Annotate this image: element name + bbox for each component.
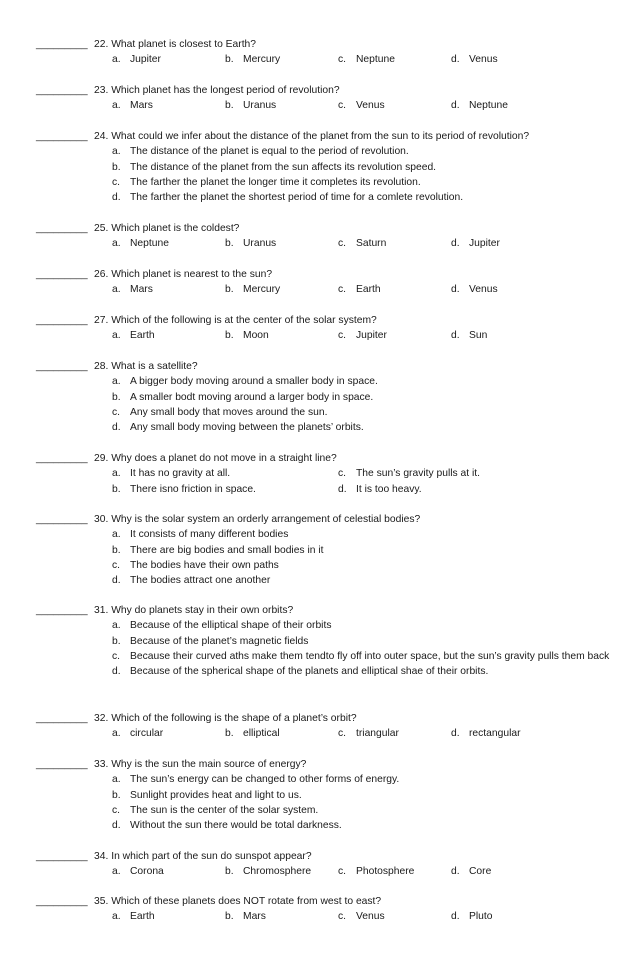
answer-option xyxy=(225,236,338,251)
answer-option xyxy=(112,144,632,159)
option-letter: c. xyxy=(112,650,121,662)
question-prompt: What could we infer about the distance of the planet from the sun to its period of revolution? xyxy=(111,131,530,142)
options-row xyxy=(36,864,632,879)
question-prompt: Which of the following is the shape of a planet’s orbit? xyxy=(111,713,357,724)
option-letter: d. xyxy=(338,483,347,495)
option-letter: a. xyxy=(112,54,121,66)
answer-blank: _________ xyxy=(36,361,88,372)
question-number: 22. xyxy=(94,39,109,50)
answer-option xyxy=(112,726,225,741)
answer-blank: _________ xyxy=(36,223,88,234)
option-letter: a. xyxy=(112,330,121,342)
option-text: Because their curved aths make them tendto fly off into outer space, but the sun’s gravity pulls them back xyxy=(130,650,610,662)
answer-option xyxy=(338,52,451,67)
option-letter: b. xyxy=(225,284,234,296)
question-text xyxy=(94,894,381,909)
question-item xyxy=(36,757,632,833)
option-text: Because of the spherical shape of the planets and elliptical shae of their orbits. xyxy=(130,666,489,678)
option-letter: a. xyxy=(112,529,121,541)
option-letter: a. xyxy=(112,774,121,786)
option-text: Jupiter xyxy=(469,238,500,250)
question-line xyxy=(36,451,632,466)
answer-option xyxy=(338,236,451,251)
answer-blank: _________ xyxy=(36,269,88,280)
option-text: Mars xyxy=(243,911,266,923)
answer-option xyxy=(112,618,632,633)
option-letter: b. xyxy=(225,866,234,878)
option-text: The distance of the planet from the sun affects its revolution speed. xyxy=(130,161,437,173)
options-row xyxy=(36,282,632,297)
options-row xyxy=(36,482,632,497)
answer-option xyxy=(112,175,632,190)
option-text: Jupiter xyxy=(356,330,387,342)
answer-option xyxy=(225,98,338,113)
question-item xyxy=(36,603,632,679)
option-letter: a. xyxy=(112,468,121,480)
options-row xyxy=(36,466,632,481)
question-item xyxy=(36,849,632,880)
question-number: 27. xyxy=(94,315,109,326)
question-item xyxy=(36,894,632,925)
option-text: It is too heavy. xyxy=(356,483,422,495)
option-letter: a. xyxy=(112,866,121,878)
option-text: It consists of many different bodies xyxy=(130,529,289,541)
question-item xyxy=(36,359,632,435)
option-text: The farther the planet the shortest period of time for a comlete revolution. xyxy=(130,192,464,204)
question-line xyxy=(36,267,632,282)
answer-option xyxy=(112,649,632,664)
answer-option xyxy=(112,818,632,833)
option-letter: b. xyxy=(225,100,234,112)
option-letter: c. xyxy=(338,100,347,112)
option-letter: b. xyxy=(112,544,121,556)
question-line xyxy=(36,512,632,527)
option-letter: b. xyxy=(112,161,121,173)
option-text: Venus xyxy=(356,100,385,112)
option-text: Because of the elliptical shape of their orbits xyxy=(130,620,332,632)
question-line xyxy=(36,894,632,909)
question-prompt: What is a satellite? xyxy=(111,361,198,372)
option-letter: a. xyxy=(112,100,121,112)
question-text xyxy=(94,129,529,144)
answer-option xyxy=(451,282,498,297)
option-letter: b. xyxy=(112,635,121,647)
answer-option xyxy=(112,390,632,405)
question-line xyxy=(36,83,632,98)
answer-option xyxy=(338,909,451,924)
option-letter: d. xyxy=(112,422,121,434)
answer-option xyxy=(451,726,521,741)
question-line xyxy=(36,313,632,328)
answer-option xyxy=(338,282,451,297)
answer-blank: _________ xyxy=(36,85,88,96)
question-number: 23. xyxy=(94,85,109,96)
question-number: 30. xyxy=(94,514,109,525)
option-letter: d. xyxy=(451,238,460,250)
answer-option xyxy=(451,909,492,924)
option-letter: b. xyxy=(112,789,121,801)
answer-option xyxy=(112,160,632,175)
option-letter: c. xyxy=(338,54,347,66)
question-text xyxy=(94,757,306,772)
answer-blank: _________ xyxy=(36,759,88,770)
option-letter: b. xyxy=(225,728,234,740)
option-letter: c. xyxy=(338,468,347,480)
option-letter: b. xyxy=(225,911,234,923)
option-letter: b. xyxy=(225,238,234,250)
option-text: Chromosphere xyxy=(243,866,312,878)
option-text: There isno friction in space. xyxy=(130,483,256,495)
answer-option xyxy=(112,282,225,297)
answer-option xyxy=(338,726,451,741)
option-text: Neptune xyxy=(469,100,508,112)
option-text: Mars xyxy=(130,284,153,296)
answer-option xyxy=(112,788,632,803)
question-text xyxy=(94,83,340,98)
question-prompt: Why is the sun the main source of energy? xyxy=(111,759,307,770)
option-letter: c. xyxy=(338,330,347,342)
question-text xyxy=(94,267,272,282)
question-number: 34. xyxy=(94,851,109,862)
option-text: Corona xyxy=(130,866,164,878)
answer-blank: _________ xyxy=(36,131,88,142)
answer-blank: _________ xyxy=(36,453,88,464)
question-item xyxy=(36,83,632,114)
question-prompt: In which part of the sun do sunspot appear? xyxy=(111,851,312,862)
option-text: Uranus xyxy=(243,238,277,250)
option-letter: d. xyxy=(451,911,460,923)
option-text: Venus xyxy=(469,284,498,296)
question-number: 29. xyxy=(94,453,109,464)
option-text: Uranus xyxy=(243,100,277,112)
question-line xyxy=(36,37,632,52)
answer-option xyxy=(112,864,225,879)
options-row xyxy=(36,726,632,741)
option-text: The distance of the planet is equal to the period of revolution. xyxy=(130,146,409,158)
answer-option xyxy=(225,282,338,297)
question-number: 31. xyxy=(94,605,109,616)
option-text: rectangular xyxy=(469,728,521,740)
option-text: The sun is the center of the solar system. xyxy=(130,804,319,816)
question-number: 33. xyxy=(94,759,109,770)
option-letter: c. xyxy=(338,728,347,740)
answer-option xyxy=(112,543,632,558)
answer-option xyxy=(112,527,632,542)
option-text: The sun’s gravity pulls at it. xyxy=(356,468,481,480)
option-letter: d. xyxy=(451,866,460,878)
answer-option xyxy=(112,558,632,573)
option-letter: d. xyxy=(112,666,121,678)
question-line xyxy=(36,603,632,618)
option-text: Pluto xyxy=(469,911,493,923)
option-text: Any small body that moves around the sun. xyxy=(130,406,328,418)
question-prompt: Why is the solar system an orderly arrangement of celestial bodies? xyxy=(111,514,421,525)
answer-option xyxy=(112,466,338,481)
option-letter: c. xyxy=(112,804,121,816)
question-text xyxy=(94,451,337,466)
answer-option xyxy=(225,909,338,924)
question-prompt: Which of the following is at the center of the solar system? xyxy=(111,315,377,326)
answer-blank: _________ xyxy=(36,851,88,862)
option-text: Saturn xyxy=(356,238,387,250)
answer-option xyxy=(112,482,338,497)
options-list xyxy=(36,144,632,205)
question-item xyxy=(36,129,632,205)
answer-option xyxy=(112,328,225,343)
option-text: Photosphere xyxy=(356,866,415,878)
option-text: Jupiter xyxy=(130,54,161,66)
answer-option xyxy=(112,803,632,818)
option-letter: a. xyxy=(112,284,121,296)
question-prompt: Why do planets stay in their own orbits? xyxy=(111,605,294,616)
question-prompt: Why does a planet do not move in a straight line? xyxy=(111,453,337,464)
option-text: Without the sun there would be total darkness. xyxy=(130,820,342,832)
question-text xyxy=(94,603,293,618)
question-prompt: What planet is closest to Earth? xyxy=(111,39,257,50)
options-row xyxy=(36,909,632,924)
options-row xyxy=(36,328,632,343)
answer-option xyxy=(451,52,498,67)
option-letter: d. xyxy=(451,54,460,66)
option-text: Any small body moving between the planets’ orbits. xyxy=(130,422,364,434)
options-row xyxy=(36,236,632,251)
option-text: Mercury xyxy=(243,54,281,66)
option-letter: c. xyxy=(338,238,347,250)
option-letter: c. xyxy=(338,866,347,878)
question-text xyxy=(94,37,256,52)
question-number: 28. xyxy=(94,361,109,372)
option-text: triangular xyxy=(356,728,399,740)
question-text xyxy=(94,359,198,374)
option-text: Core xyxy=(469,866,492,878)
option-letter: a. xyxy=(112,620,121,632)
question-text xyxy=(94,512,420,527)
option-letter: a. xyxy=(112,376,121,388)
option-text: A bigger body moving around a smaller body in space. xyxy=(130,376,378,388)
option-text: Venus xyxy=(356,911,385,923)
answer-option xyxy=(112,664,632,679)
option-letter: b. xyxy=(225,54,234,66)
question-number: 25. xyxy=(94,223,109,234)
question-text xyxy=(94,711,357,726)
answer-blank: _________ xyxy=(36,514,88,525)
option-text: Venus xyxy=(469,54,498,66)
answer-option xyxy=(112,405,632,420)
option-letter: a. xyxy=(112,146,121,158)
question-prompt: Which of these planets does NOT rotate from west to east? xyxy=(111,896,382,907)
option-text: Sun xyxy=(469,330,488,342)
question-item xyxy=(36,451,632,497)
question-number: 35. xyxy=(94,896,109,907)
answer-option xyxy=(338,482,422,497)
option-text: A smaller bodt moving around a larger body in space. xyxy=(130,391,374,403)
option-letter: d. xyxy=(451,284,460,296)
option-text: Because of the planet’s magnetic fields xyxy=(130,635,309,647)
option-letter: a. xyxy=(112,238,121,250)
question-item xyxy=(36,711,632,742)
option-text: It has no gravity at all. xyxy=(130,468,231,480)
question-line xyxy=(36,221,632,236)
answer-option xyxy=(451,328,487,343)
question-item xyxy=(36,221,632,252)
answer-option xyxy=(112,52,225,67)
question-prompt: Which planet is the coldest? xyxy=(111,223,240,234)
answer-option xyxy=(112,98,225,113)
option-text: There are big bodies and small bodies in it xyxy=(130,544,324,556)
question-item xyxy=(36,37,632,68)
answer-option xyxy=(225,328,338,343)
answer-option xyxy=(338,98,451,113)
answer-option xyxy=(225,52,338,67)
option-letter: c. xyxy=(338,911,347,923)
question-text xyxy=(94,221,239,236)
option-text: Mercury xyxy=(243,284,281,296)
option-text: Moon xyxy=(243,330,269,342)
options-list xyxy=(36,374,632,435)
answer-option xyxy=(451,236,500,251)
option-text: The bodies attract one another xyxy=(130,575,271,587)
answer-option xyxy=(338,328,451,343)
answer-option xyxy=(451,864,491,879)
options-row xyxy=(36,98,632,113)
option-letter: c. xyxy=(112,559,121,571)
question-item xyxy=(36,267,632,298)
answer-option xyxy=(338,466,480,481)
option-letter: d. xyxy=(451,728,460,740)
option-letter: b. xyxy=(112,391,121,403)
option-text: elliptical xyxy=(243,728,280,740)
option-text: The sun’s energy can be changed to other forms of energy. xyxy=(130,774,400,786)
option-text: Earth xyxy=(356,284,381,296)
answer-blank: _________ xyxy=(36,896,88,907)
question-prompt: Which planet is nearest to the sun? xyxy=(111,269,273,280)
options-row xyxy=(36,52,632,67)
answer-blank: _________ xyxy=(36,315,88,326)
question-line xyxy=(36,711,632,726)
answer-option xyxy=(112,420,632,435)
question-line xyxy=(36,849,632,864)
question-line xyxy=(36,359,632,374)
option-text: Neptune xyxy=(356,54,395,66)
answer-option xyxy=(225,726,338,741)
option-letter: a. xyxy=(112,911,121,923)
answer-option xyxy=(112,634,632,649)
option-text: circular xyxy=(130,728,164,740)
option-letter: c. xyxy=(112,406,121,418)
question-line xyxy=(36,757,632,772)
question-line xyxy=(36,129,632,144)
option-text: Sunlight provides heat and light to us. xyxy=(130,789,302,801)
answer-option xyxy=(112,909,225,924)
answer-option xyxy=(112,573,632,588)
option-letter: b. xyxy=(225,330,234,342)
question-item xyxy=(36,313,632,344)
option-letter: d. xyxy=(112,575,121,587)
question-number: 26. xyxy=(94,269,109,280)
option-letter: d. xyxy=(112,192,121,204)
option-letter: a. xyxy=(112,728,121,740)
option-letter: b. xyxy=(112,483,121,495)
answer-option xyxy=(225,864,338,879)
question-number: 24. xyxy=(94,131,109,142)
question-number: 32. xyxy=(94,713,109,724)
option-text: The farther the planet the longer time it completes its revolution. xyxy=(130,176,421,188)
option-letter: d. xyxy=(112,820,121,832)
option-text: Earth xyxy=(130,911,155,923)
answer-option xyxy=(451,98,508,113)
question-text xyxy=(94,313,377,328)
question-text xyxy=(94,849,312,864)
options-list xyxy=(36,618,632,679)
option-text: Earth xyxy=(130,330,155,342)
options-list xyxy=(36,772,632,833)
answer-blank: _________ xyxy=(36,39,88,50)
answer-option xyxy=(112,772,632,787)
option-letter: d. xyxy=(451,100,460,112)
answer-blank: _________ xyxy=(36,713,88,724)
answer-blank: _________ xyxy=(36,605,88,616)
answer-option xyxy=(338,864,451,879)
answer-option xyxy=(112,236,225,251)
answer-option xyxy=(112,190,632,205)
question-prompt: Which planet has the longest period of revolution? xyxy=(111,85,340,96)
option-letter: c. xyxy=(338,284,347,296)
answer-option xyxy=(112,374,632,389)
option-text: Neptune xyxy=(130,238,169,250)
option-letter: c. xyxy=(112,176,121,188)
option-text: Mars xyxy=(130,100,153,112)
option-text: The bodies have their own paths xyxy=(130,559,279,571)
question-item xyxy=(36,512,632,588)
option-letter: d. xyxy=(451,330,460,342)
options-list xyxy=(36,527,632,588)
